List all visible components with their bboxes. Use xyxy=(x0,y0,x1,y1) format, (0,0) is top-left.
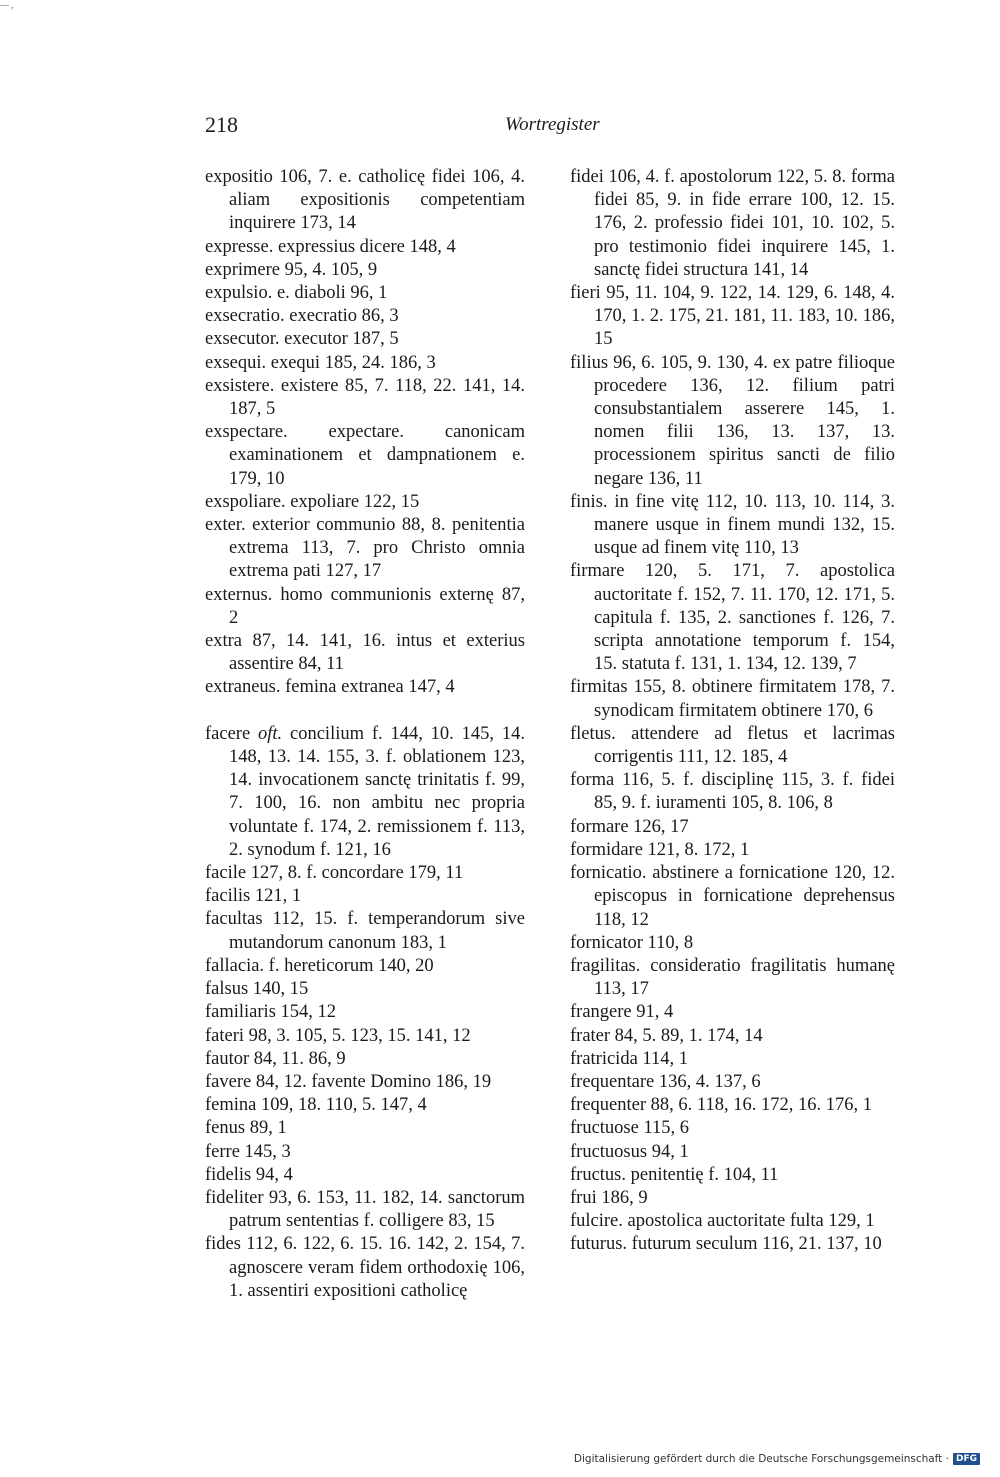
index-entry-exprimere: exprimere 95, 4. 105, 9 xyxy=(205,259,378,280)
index-entry-exsequi: exsequi. exequi 185, 24. 186, 3 xyxy=(205,352,436,373)
index-entry-formidare: formidare 121, 8. 172, 1 xyxy=(570,839,750,860)
index-entry-fallacia: fallacia. f. hereticorum 140, 20 xyxy=(205,955,434,976)
index-entry-femina: femina 109, 18. 110, 5. 147, 4 xyxy=(205,1095,427,1116)
index-entry-exter: exter. exterior communio 88, 8. penitentia extrema 113, 7. pro Christo omnia extrema pati 127, 17 xyxy=(205,515,525,582)
index-entry-fideliter: fideliter 93, 6. 153, 11. 182, 14. sanctorum patrum sententias f. colligere 83, 15 xyxy=(205,1187,525,1232)
index-entry-futurus: futurus. futurum seculum 116, 21. 137, 10 xyxy=(570,1234,882,1255)
funding-footer xyxy=(574,1453,980,1465)
index-entry-expresse: expresse. expressius dicere 148, 4 xyxy=(205,236,456,257)
index-entry-facere: facere oft. concilium f. 144, 10. 145, 14. 148, 13. 14. 155, 3. f. oblationem 123, 14. invocationem sanctę trinitatis f. 99, 7. 100, 16. non ambitu nec propria voluntate f. 174, 2. remissionem f. 113, 2. synodum f. 121, 16 xyxy=(205,723,525,860)
index-entry-fidelis: fidelis 94, 4 xyxy=(205,1164,293,1185)
index-entry-expositio: expositio 106, 7. e. catholicę fidei 106, 4. aliam expositionis competentiam inquirere 173, 14 xyxy=(205,167,525,234)
index-entry-fructuosus: fructuosus 94, 1 xyxy=(570,1141,689,1162)
index-entry-exspectare: exspectare. expectare. canonicam examinationem et dampnationem e. 179, 10 xyxy=(205,422,525,489)
running-title: Wortregister xyxy=(505,114,600,135)
index-entry-firmitas: firmitas 155, 8. obtinere firmitatem 178, 7. synodicam firmitatem obtinere 170, 6 xyxy=(570,677,895,721)
index-entry-extraneus: extraneus. femina extranea 147, 4 xyxy=(205,677,455,698)
index-entry-fructus: fructus. penitentię f. 104, 11 xyxy=(570,1164,779,1185)
index-entry-frequentare: frequentare 136, 4. 137, 6 xyxy=(570,1071,761,1092)
index-entry-forma: forma 116, 5. f. disciplinę 115, 3. f. fidei 85, 9. f. iuramenti 105, 8. 106, 8 xyxy=(570,770,895,814)
index-entry-fulcire: fulcire. apostolica auctoritate fulta 129, 1 xyxy=(570,1211,875,1232)
index-entry-exsecutor: exsecutor. executor 187, 5 xyxy=(205,329,399,350)
index-entry-expulsio: expulsio. e. diaboli 96, 1 xyxy=(205,283,388,304)
index-entry-externus: externus. homo communionis externę 87, 2 xyxy=(205,584,525,628)
index-entry-fieri: fieri 95, 11. 104, 9. 122, 14. 129, 6. 148, 4. 170, 1. 2. 175, 21. 181, 11. 183, 10. 186, 15 xyxy=(570,283,895,350)
index-entry-fornicator: fornicator 110, 8 xyxy=(570,932,694,953)
index-entry-frui: frui 186, 9 xyxy=(570,1187,648,1208)
index-entry-fautor: fautor 84, 11. 86, 9 xyxy=(205,1048,346,1069)
index-column-right xyxy=(570,166,895,1257)
index-entry-ferre: ferre 145, 3 xyxy=(205,1141,291,1162)
index-entry-familiaris: familiaris 154, 12 xyxy=(205,1002,337,1023)
index-entry-fornicatio: fornicatio. abstinere a fornicatione 120, 12. episcopus in fornicatione deprehensus 118, 12 xyxy=(570,863,895,930)
index-entry-finis: finis. in fine vitę 112, 10. 113, 10. 114, 3. manere usque in finem mundi 132, 15. usque ad finem vitę 110, 13 xyxy=(570,491,895,559)
index-entry-filius: filius 96, 6. 105, 9. 130, 4. ex patre filioque procedere 136, 12. filium patri consubstantialem asserere 145, 1. nomen filii 136, 13. 137, 13. processionem spiritus sancti de filio negare 136, 11 xyxy=(570,352,895,489)
index-entry-facilis: facilis 121, 1 xyxy=(205,886,302,907)
index-entry-exsistere: exsistere. existere 85, 7. 118, 22. 141, 14. 187, 5 xyxy=(205,375,525,420)
index-entry-fides-continued: fidei 106, 4. f. apostolorum 122, 5. 8. forma fidei 85, 9. in fide errare 100, 12. 15. 176, 2. professio fidei 101, 10. 102, 5. pro testimonio fidei inquirere 145, 1. sanctę fidei structura 141, 14 xyxy=(570,167,895,280)
funding-note: Digitalisierung gefördert durch die Deutsche Forschungsgemeinschaft · xyxy=(573,1453,949,1465)
index-entry-fructuose: fructuose 115, 6 xyxy=(570,1118,690,1139)
index-entry-formare: formare 126, 17 xyxy=(570,816,689,837)
index-entry-fragilitas: fragilitas. consideratio fragilitatis humanę 113, 17 xyxy=(570,955,895,1000)
index-entry-facile: facile 127, 8. f. concordare 179, 11 xyxy=(205,863,464,884)
index-entry-fratricida: fratricida 114, 1 xyxy=(570,1048,688,1069)
corner-mark: — , xyxy=(0,0,14,10)
index-entry-exsecratio: exsecratio. execratio 86, 3 xyxy=(205,306,399,327)
index-entry-extra: extra 87, 14. 141, 16. intus et exterius assentire 84, 11 xyxy=(205,631,525,675)
index-entry-falsus: falsus 140, 15 xyxy=(205,979,309,1000)
index-entry-favere: favere 84, 12. favente Domino 186, 19 xyxy=(205,1071,492,1092)
index-entry-facultas: facultas 112, 15. f. temperandorum sive mutandorum canonum 183, 1 xyxy=(205,909,525,953)
index-entry-fateri: fateri 98, 3. 105, 5. 123, 15. 141, 12 xyxy=(205,1025,471,1046)
page-number: 218 xyxy=(205,112,238,137)
index-entry-exspoliare: exspoliare. expoliare 122, 15 xyxy=(205,491,420,512)
index-entry-fides: fides 112, 6. 122, 6. 15. 16. 142, 2. 154, 7. agnoscere veram fidem orthodoxię 106, 1. assentiri expositioni catholicę xyxy=(205,1234,525,1301)
index-entry-firmare: firmare 120, 5. 171, 7. apostolica auctoritate f. 152, 7. 11. 170, 12. 171, 5. capitula f. 135, 2. sanctiones f. 126, 7. scripta annotatione temporum f. 154, 15. statuta f. 131, 1. 134, 12. 139, 7 xyxy=(570,561,895,675)
index-entry-frangere: frangere 91, 4 xyxy=(570,1002,674,1023)
index-entry-fletus: fletus. attendere ad fletus et lacrimas corrigentis 111, 12. 185, 4 xyxy=(570,723,895,768)
index-entry-frequenter: frequenter 88, 6. 118, 16. 172, 16. 176, 1 xyxy=(570,1095,872,1116)
index-entry-fenus: fenus 89, 1 xyxy=(205,1118,287,1139)
index-column-left xyxy=(205,166,525,1303)
dfg-logo: DFG xyxy=(953,1453,980,1465)
index-entry-frater: frater 84, 5. 89, 1. 174, 14 xyxy=(570,1025,763,1046)
